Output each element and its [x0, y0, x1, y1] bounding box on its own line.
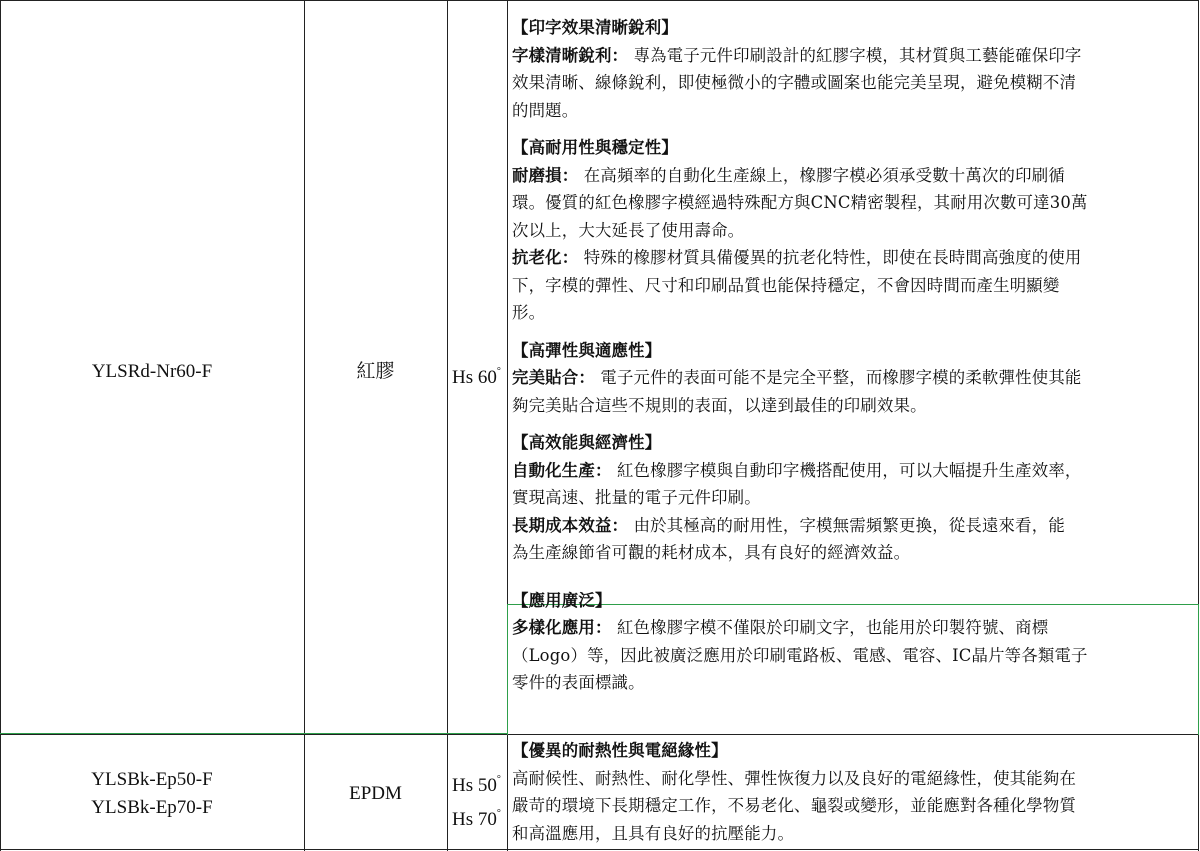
section-heading: 【應用廣泛】	[512, 590, 612, 610]
degree-mark: °	[496, 366, 501, 377]
item-label: 多樣化應用：	[512, 618, 612, 637]
description-line: 字樣清晰銳利： 專為電子元件印刷設計的紅膠字模，其材質與工藝能確保印字	[512, 45, 1082, 65]
description-line: 環。優質的紅色橡膠字模經過特殊配方與CNC精密製程，其耐用次數可達30萬	[512, 193, 1088, 212]
degree-mark: °	[496, 808, 501, 819]
material-cell	[304, 780, 447, 808]
table-border-bottom	[0, 849, 1199, 850]
table-border-left	[0, 0, 1, 851]
selection-outline-right	[1198, 604, 1199, 735]
description-line: 為生產線節省可觀的耗材成本，具有良好的經濟效益。	[512, 543, 911, 562]
table-border-top	[0, 0, 1199, 1]
material-name: 紅膠	[356, 361, 395, 382]
description-line: 零件的表面標識。	[512, 673, 645, 692]
section-heading: 【印字效果清晰銳利】	[512, 18, 678, 37]
description-line: 完美貼合： 電子元件的表面可能不是完全平整，而橡膠字模的柔軟彈性使其能	[512, 368, 1082, 387]
selection-outline-bottom	[0, 733, 507, 734]
item-label: 字樣清晰銳利：	[512, 45, 629, 65]
section-heading: 【高彈性與適應性】	[512, 340, 662, 360]
description-line: 的問題。	[512, 100, 579, 120]
description-line: 耐磨損： 在高頻率的自動化生產線上，橡膠字模必須承受數十萬次的印刷循	[512, 165, 1065, 185]
description-line: （Logo）等，因此被廣泛應用於印刷電路板、電感、電容、IC晶片等各類電子	[512, 645, 1088, 665]
material-cell	[304, 358, 447, 386]
description-line: 長期成本效益： 由於其極高的耐用性，字模無需頻繁更換，從長遠來看，能	[512, 515, 1065, 535]
selection-outline-left	[507, 604, 508, 735]
column-divider-1	[304, 0, 305, 851]
material-name: EPDM	[349, 783, 402, 804]
description-line: 次以上，大大延長了使用壽命。	[512, 220, 745, 240]
model-number: YLSRd-Nr60-F	[91, 361, 213, 382]
description-line: 實現高速、批量的電子元件印刷。	[512, 488, 761, 507]
hardness-value: Hs 50	[452, 775, 497, 796]
model-number: YLSBk-Ep50-F	[91, 769, 213, 790]
item-label: 長期成本效益：	[512, 515, 629, 535]
model-cell	[0, 358, 304, 386]
description-line: 嚴苛的環境下長期穩定工作，不易老化、龜裂或變形，並能應對各種化學物質	[512, 796, 1077, 815]
model-number: YLSBk-Ep70-F	[91, 797, 213, 818]
description-line: 多樣化應用： 紅色橡膠字模不僅限於印刷文字，也能用於印製符號、商標	[512, 618, 1049, 637]
model-cell	[0, 766, 304, 822]
section-heading: 【高效能與經濟性】	[512, 433, 662, 452]
row-divider	[0, 734, 1199, 735]
item-label: 完美貼合：	[512, 368, 595, 387]
description-line: 效果清晰、線條銳利，即使極微小的字體或圖案也能完美呈現，避免模糊不清	[512, 73, 1077, 92]
hardness-cell	[452, 766, 501, 834]
hardness-value: Hs 60	[452, 367, 497, 388]
description-line: 形。	[512, 303, 546, 322]
item-label: 抗老化：	[512, 248, 579, 267]
section-heading: 【高耐用性與穩定性】	[512, 138, 678, 157]
description-line: 抗老化： 特殊的橡膠材質具備優異的抗老化特性，即使在長時間高強度的使用	[512, 248, 1082, 267]
description-cell	[512, 737, 1196, 847]
description-cell	[512, 14, 1196, 697]
column-divider-2	[447, 0, 448, 851]
item-label: 自動化生產：	[512, 460, 612, 480]
hardness-cell	[452, 358, 501, 392]
description-line: 自動化生產： 紅色橡膠字模與自動印字機搭配使用，可以大幅提升生產效率，	[512, 460, 1082, 480]
description-line: 高耐候性、耐熱性、耐化學性、彈性恢復力以及良好的電絕緣性，使其能夠在	[512, 768, 1077, 788]
hardness-value: Hs 70	[452, 809, 497, 830]
degree-mark: °	[496, 774, 501, 785]
section-heading: 【優異的耐熱性與電絕緣性】	[512, 741, 728, 760]
description-line: 下，字模的彈性、尺寸和印刷品質也能保持穩定，不會因時間而產生明顯變	[512, 275, 1060, 295]
description-line: 和高溫應用，且具有良好的抗壓能力。	[512, 823, 795, 843]
item-label: 耐磨損：	[512, 165, 579, 185]
description-line: 夠完美貼合這些不規則的表面，以達到最佳的印刷效果。	[512, 395, 927, 415]
